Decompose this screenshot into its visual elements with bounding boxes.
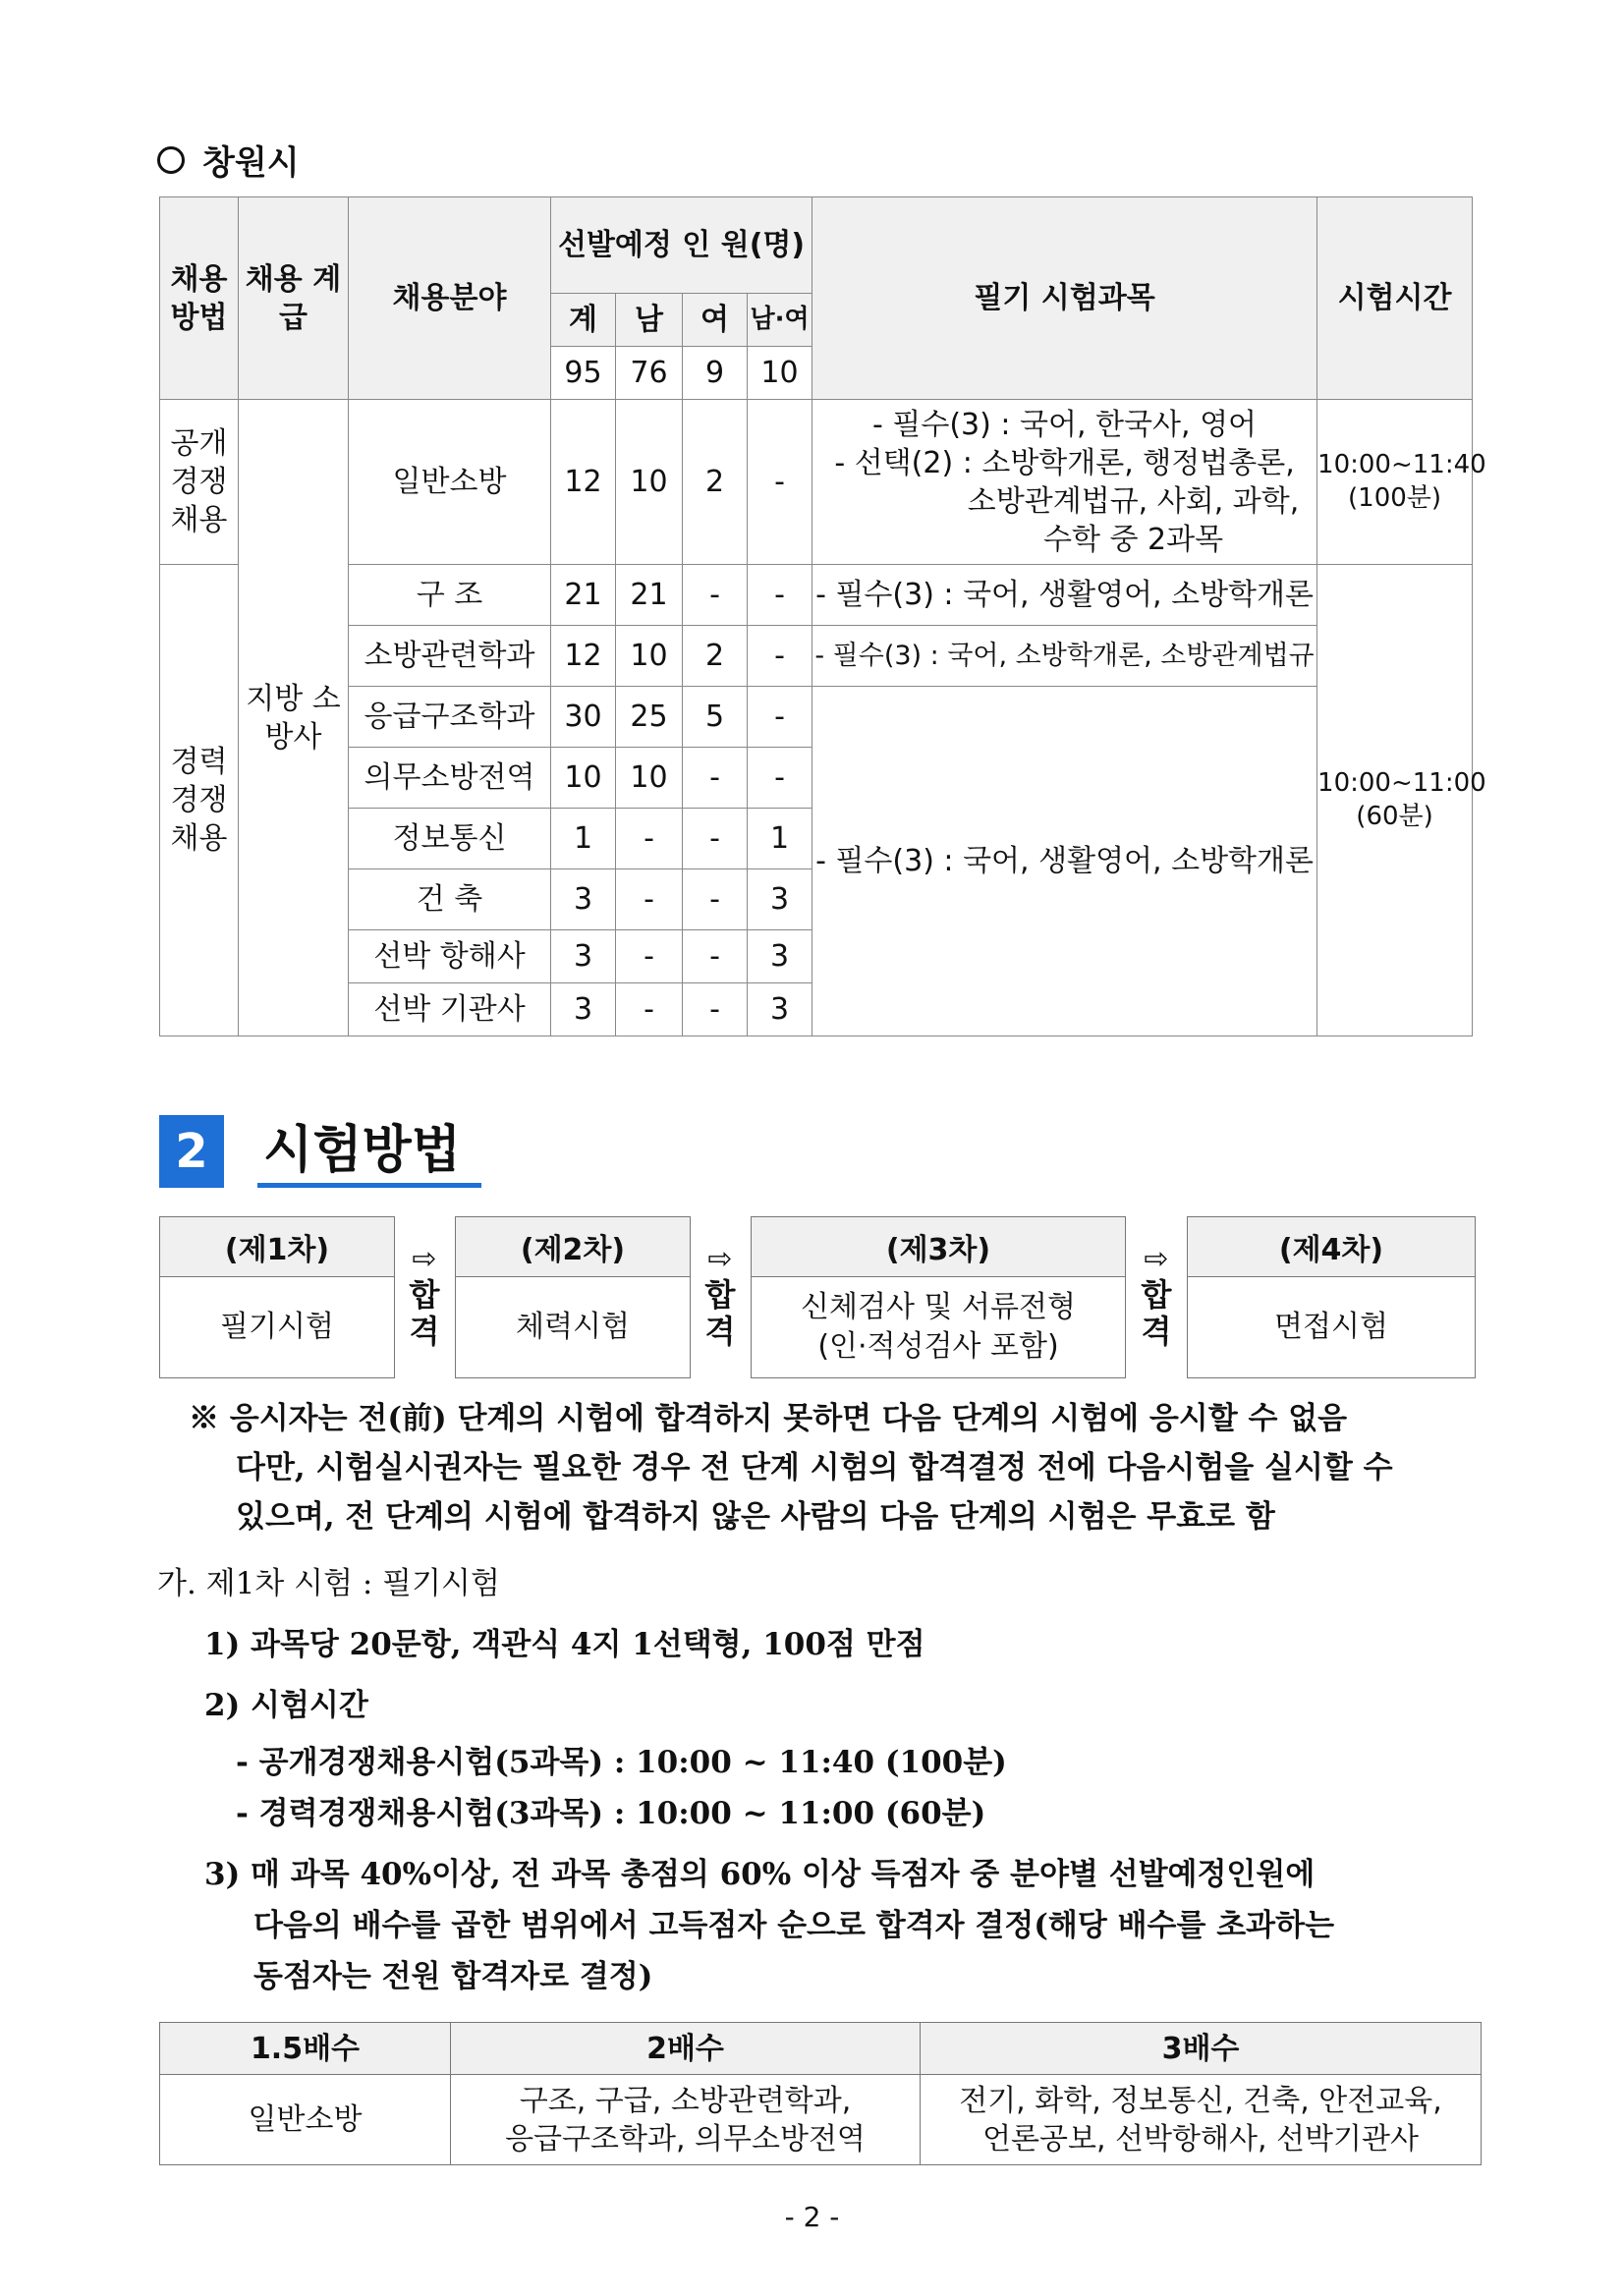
subject-line: - 필수(3) : 국어, 한국사, 영어 [872,407,1258,442]
career-subjects-2: - 필수(3) : 국어, 소방학개론, 소방관계법규 [812,626,1317,687]
section-heading [157,136,300,184]
table-cell: 3 [748,930,812,983]
section-title: 창원시 [202,143,300,183]
multiplier-table [159,2022,1482,2165]
open-subjects [812,400,1317,565]
career-method: 경력 경쟁 채용 [160,565,239,1036]
table-cell: 소방관련학과 [349,626,551,687]
header-time: 시험시간 [1317,197,1473,400]
page-number: - 2 - [784,2201,840,2233]
time-line: (60분) [1356,801,1433,831]
table-cell: - [683,930,748,983]
first-exam-item: 3) 매 과목 40%이상, 전 과목 총점의 60% 이상 득점자 중 분야별 선발예정인원에 [204,1857,1316,1892]
total-count: 95 [551,347,616,400]
table-cell: 12 [551,626,616,687]
table-cell: 일반소방 [349,400,551,565]
arrow-right-icon: ⇨ [707,1242,733,1276]
stage-head: (제1차) [160,1217,394,1277]
table-cell: 선박 기관사 [349,983,551,1036]
table-cell: - [748,687,812,748]
career-time [1317,565,1486,1036]
stage-body: 면접시험 [1274,1309,1388,1344]
multiplier-cell: 전기, 화학, 정보통신, 건축, 안전교육, 언론공보, 선박항해사, 선박기관사 [921,2075,1482,2165]
stage-body: 신체검사 및 서류전형 (인·적성검사 포함) [801,1289,1076,1364]
note-line: 다만, 시험실시권자는 필요한 경우 전 단계 시험의 합격결정 전에 다음시험을 실시할 수 [236,1450,1393,1485]
table-cell: 3 [551,983,616,1036]
stage-head: (제3차) [752,1217,1125,1277]
header-method: 채용 방법 [160,197,239,400]
first-exam-title: 가. 제1차 시험 : 필기시험 [157,1566,500,1601]
table-cell: 10 [551,748,616,809]
table-cell: 3 [748,869,812,930]
table-cell: - [683,565,748,626]
female-count: 9 [683,347,748,400]
table-cell: 21 [616,565,683,626]
table-cell: 선박 항해사 [349,930,551,983]
table-cell: - [616,983,683,1036]
multiplier-cell: 일반소방 [160,2075,451,2165]
table-cell: - [683,809,748,869]
subject-line: 수학 중 2과목 [1043,522,1224,557]
both-count: 10 [748,347,812,400]
multiplier-header: 1.5배수 [160,2023,451,2075]
open-method: 공개 경쟁 채용 [160,400,239,565]
career-subjects-3: - 필수(3) : 국어, 생활영어, 소방학개론 [812,687,1317,1036]
stage-2 [455,1216,691,1378]
first-exam-item: 2) 시험시간 [204,1688,368,1723]
table-cell: - [683,983,748,1036]
table-cell: 2 [683,626,748,687]
arrow-right-icon: ⇨ [412,1242,437,1276]
table-cell: 30 [551,687,616,748]
table-cell: 25 [616,687,683,748]
grade-value: 지방 소방사 [239,400,349,1036]
stage-body: 필기시험 [220,1309,334,1344]
section-number-badge: 2 [159,1115,224,1188]
table-cell: 1 [551,809,616,869]
table-cell: - [616,930,683,983]
table-cell: - [748,748,812,809]
first-exam-item: 다음의 배수를 곱한 범위에서 고득점자 순으로 합격자 결정(해당 배수를 초과하는 [253,1908,1335,1943]
time-line: 10:00~11:00 [1317,767,1486,798]
table-cell: 구 조 [349,565,551,626]
stage-body: 체력시험 [516,1309,630,1344]
table-cell: - [748,626,812,687]
note-line: ※ 응시자는 전(前) 단계의 시험에 합격하지 못하면 다음 단계의 시험에 응시할 수 없음 [189,1401,1348,1436]
header-total: 계 [551,294,616,347]
table-cell: - [748,565,812,626]
time-line: (100분) [1348,482,1442,513]
first-exam-item: 1) 과목당 20문항, 객관식 4지 1선택형, 100점 만점 [204,1627,925,1662]
table-cell: 21 [551,565,616,626]
open-time [1317,400,1486,565]
multiplier-header: 2배수 [451,2023,921,2075]
first-exam-item: 동점자는 전원 합격자로 결정) [253,1959,653,1994]
table-cell: 2 [683,400,748,565]
multiplier-cell: 구조, 구급, 소방관련학과, 응급구조학과, 의무소방전역 [451,2075,921,2165]
subject-line: - 선택(2) : 소방학개론, 행정법총론, [834,445,1295,480]
table-cell: 12 [551,400,616,565]
title-underline [257,1183,481,1188]
table-cell: 응급구조학과 [349,687,551,748]
pass-label: 합격 [409,1276,440,1350]
table-cell: 3 [551,869,616,930]
circle-bullet-icon [157,146,185,174]
table-cell: - [616,869,683,930]
table-cell: - [616,809,683,869]
header-male: 남 [616,294,683,347]
table-cell: - [683,869,748,930]
subject-line: 소방관계법규, 사회, 과학, [967,483,1300,519]
header-grade: 채용 계급 [239,197,349,400]
table-cell: 3 [748,983,812,1036]
time-line: 10:00~11:40 [1317,449,1486,479]
header-subjects: 필기 시험과목 [812,197,1317,400]
table-cell: - [748,400,812,565]
pass-label: 합격 [704,1276,736,1350]
table-cell: 의무소방전역 [349,748,551,809]
pass-label: 합격 [1141,1276,1172,1350]
table-cell: 10 [616,400,683,565]
first-exam-item: - 공개경쟁채용시험(5과목) : 10:00 ~ 11:40 (100분) [236,1745,1007,1780]
stage-1 [159,1216,395,1378]
arrow-right-icon: ⇨ [1144,1242,1169,1276]
table-cell: 5 [683,687,748,748]
header-field: 채용분야 [349,197,551,400]
table-cell: 1 [748,809,812,869]
header-both: 남·여 [748,294,812,347]
first-exam-item: - 경력경쟁채용시험(3과목) : 10:00 ~ 11:00 (60분) [236,1796,986,1831]
section2-title: 시험방법 [263,1121,461,1180]
stage-head: (제4차) [1188,1217,1475,1277]
career-subjects-1: - 필수(3) : 국어, 생활영어, 소방학개론 [812,565,1317,626]
table-cell: 10 [616,626,683,687]
header-female: 여 [683,294,748,347]
multiplier-header: 3배수 [921,2023,1482,2075]
header-planned: 선발예정 인 원(명) [551,197,812,294]
male-count: 76 [616,347,683,400]
table-cell: 건 축 [349,869,551,930]
table-cell: - [683,748,748,809]
stage-3 [751,1216,1126,1378]
table-cell: 정보통신 [349,809,551,869]
stage-head: (제2차) [456,1217,690,1277]
table-cell: 10 [616,748,683,809]
table-cell: 3 [551,930,616,983]
stage-4 [1187,1216,1476,1378]
recruitment-table [159,196,1486,1036]
note-line: 있으며, 전 단계의 시험에 합격하지 않은 사람의 다음 단계의 시험은 무효로 함 [236,1499,1275,1535]
